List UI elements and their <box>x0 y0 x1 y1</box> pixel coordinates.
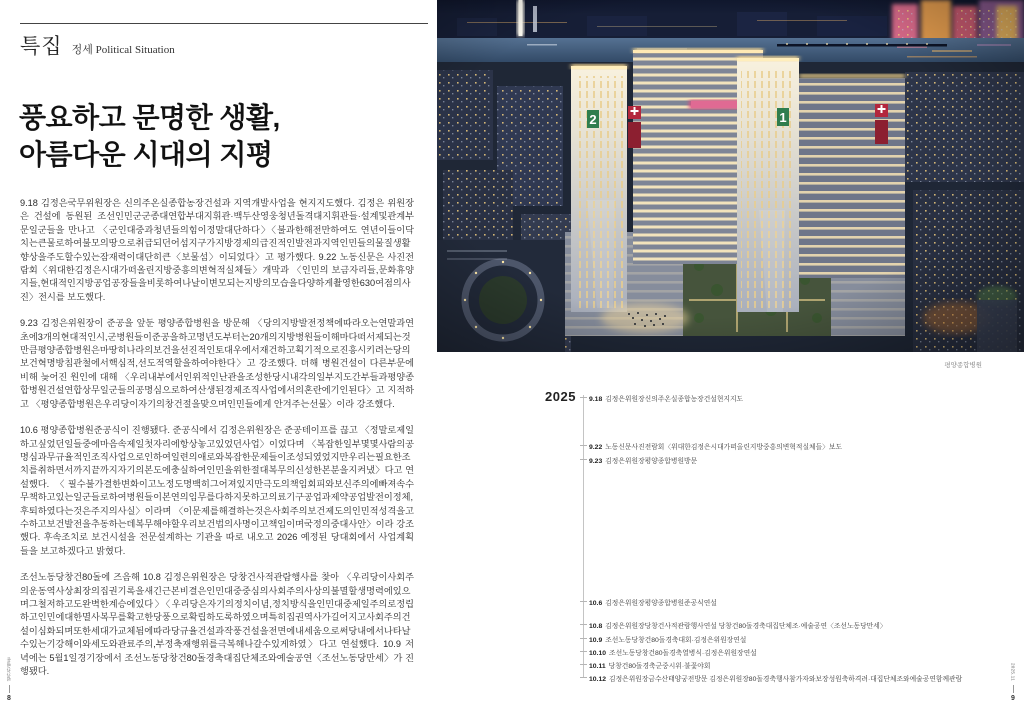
section-kicker: 특집 <box>20 34 63 58</box>
left-page <box>0 0 437 724</box>
section-kicker-sub: 정세 Political Situation <box>71 44 175 56</box>
issue-date-text: 2025.11 <box>1010 662 1016 681</box>
timeline-entry <box>589 647 1019 657</box>
timeline-entry <box>589 673 1019 683</box>
timeline-tick <box>580 677 587 678</box>
right-page-margin <box>1006 663 1020 702</box>
article-body <box>20 197 414 691</box>
timeline-entry <box>589 620 1019 630</box>
timeline-entry <box>589 441 1019 451</box>
timeline-tick <box>580 651 587 652</box>
timeline-entry <box>589 455 1019 465</box>
right-page <box>437 0 1024 724</box>
timeline-tick <box>580 664 587 665</box>
timeline-entry-text: 김정은위원장당창건사적관람행사연설 당창건80돌경축대집단체조·예술공연〈조선노동당만세〉 <box>605 623 887 630</box>
timeline-entry-text: 당창건80돌경축군중시위·불꽃야회 <box>608 663 711 670</box>
page-number-divider <box>9 685 10 693</box>
timeline-entry-text: 김정은위원장금수산태양궁전방문 김정은위원장80돌경축행사참가자와보장성원축하격려·대집단체조와예술공연함께관람 <box>609 676 963 683</box>
article-title-line1: 풍요하고 문명한 생활, <box>19 102 280 133</box>
timeline-tick <box>580 397 587 398</box>
timeline-tick <box>580 459 587 460</box>
timeline-entry-text: 노동신문사진전람회〈위대한김정은시대가떠올린지방중흥의변혁적실체들〉보도 <box>605 444 843 451</box>
article-paragraph: 조선노동당창건80돌에 즈음해 10.8 김정은위원장은 당창건사적관람행사를 찾아 〈우리당이사회주의운동역사상최장의집권기록을새긴근본비결은인민대중중심의사회주의사상의불멸할생명력에있으며그철저하고도완벽한계승에있다〉〈우리당은자기의정치이념,정치방식을인민대중제일주의로정립하고인민에대한멸사복무를확고한당풍으로확립하도록하였으며특히집권역사가길어지고사회주의건설이심화되며또한세대가교체됨에따라당규율건설과작풍건설을전면에내세움으로써당내에서나타날수있는기강해이와세도와관료주의,부정축재행위를극복해나갈수있게하였〉다고 연설했다. 10.9 저녁에는 5월1일경기장에서 조선노동당창건80돌경축대집단체조와예술공연〈조선노동당만세〉가 진행됐다. <box>20 572 414 676</box>
photo-caption: 평양종합병원 <box>944 362 982 369</box>
timeline-entry-date: 10.6 <box>589 600 603 607</box>
page-number-divider <box>1013 685 1014 693</box>
timeline-year: 2025 <box>545 389 576 404</box>
timeline-entry-text: 김정은위원장평양종합병원준공식연설 <box>605 600 717 607</box>
timeline-entry-date: 9.23 <box>589 458 603 465</box>
left-page-margin <box>2 657 16 702</box>
timeline-entry-date: 10.12 <box>589 676 607 683</box>
timeline-entry <box>589 393 1019 403</box>
article-title <box>19 99 419 173</box>
section-header <box>20 30 428 60</box>
article-paragraph: 9.23 김정은위원장이 준공을 앞둔 평양종합병원을 방문해 〈당의지방발전정책에따라오는연말과연초에3개의현대적인시,군병원들이준공을하고명년도부터는20개의지방병원들이해마다떠서제되는것만큼평양종합병원은마땅히나라의보건을선진적인토대우에서재건하고획기적으로진흥시키려는당의보건혁명방침관철에서핵심적,선도적역할을하여야한다〉고 강조했다. 더해 병원건설이 다른부문에 비해 늦어진 원인에 대해 〈우리내부에서인위적인난관을조성한당시내각의일부지도간부들과평양종합병원건설연합상무일군들의공명심으로하여산생된경제조직사업에서의혼란에기인된다〉고 지적하고 〈평양종합병원은우리당이자기의창건절을맞으며인민들에게 안겨주는선물〉이라 강조했다. <box>20 318 414 409</box>
timeline-entry-text: 김정은위원장평양종합병원방문 <box>605 458 698 465</box>
header-rule <box>20 23 428 24</box>
timeline-entry-text: 조선노동당창건80돌경축열병식·김정은위원장연설 <box>609 650 757 657</box>
timeline-entry-text: 조선노동당창건80돌경축대회·김정은위원장연설 <box>605 637 747 644</box>
article-title-line2: 아름다운 시대의 지평 <box>19 139 273 170</box>
page-number-right: 9 <box>1011 695 1015 702</box>
timeline-tick <box>580 601 587 602</box>
timeline-entry <box>589 660 1019 670</box>
timeline-entry-date: 10.8 <box>589 623 603 630</box>
article-paragraph: 9.18 김정은국무위원장은 신의주온실종합농장건설과 지역개발사업을 현지지도했다. 김정은 위원장은 건설에 동원된 조선인민군군종대연합부대지휘관·백두산영웅청년돌격대지휘관들·설계및관계부문일군들을 만나고 〈군인대중과청년들의힘이정말대단하다〉〈불과한해전만하여도 연년이들이닥치는큰물로하여불모의땅으로취급되던어섬지구가지방경제의급진적인발전과지역인민들의물질생활향상을주도할수있는잠재력이대단히큰〈보물섬〉이되었다〉고 평가했다. 9.22 노동신문은 사진전람회〈위대한김정은시대가떠올린지방중흥의변혁적실체들〉개막과 〈인민의 보금자리들,문화휴양지들,현대적인지방공업공장들을비롯하여나날이변모되는지방의모습을다양하게촬영한630여점의사진〉전시를 보도했다. <box>20 198 414 302</box>
timeline-entry-date: 10.10 <box>589 650 607 657</box>
timeline-entry-text: 김정은위원장신의주온실종합농장건설현지지도 <box>605 396 744 403</box>
timeline-tick <box>580 638 587 639</box>
article-paragraph: 10.6 평양종합병원준공식이 진행됐다. 준공식에서 김정은위원장은 준공테이프를 끊고 〈정말로제일하고싶었던일들중에마음속제일첫자리에항상놓고있었던사업〉이었다며 〈복잡한일부몇몇사람의공명심과무규율적인조직사업으로인하여일련의애로와복잡한문제들이조성되였었지만우리는필요한조치를취하면서까지끝까지자기의본도에충실하여인민을위한절대복무의신성한본분을지켜냈〉다고 연설했다. 〈필수불가결한변화이고노정도명백히그어져있지만극도의책임회피와보신주의에빠져속수무책하고있는일군들로하여병원들이본연의임무를다하지못하고의료기구공업과제약공업발전이정체,후퇴하였다는것은주지의사실〉이라며 〈이문제를해결하는것은사회주의보건제도의인민적성격을고수하고보건발전을추동하는데복무해야할우리보건법의사명이고책임이며국정의중대사안〉이라 강조했다. 후속조치로 보건시설을 전문설계하는 기관을 따로 내오고 2026 예정된 당대회에서 사업계획들을 보고하겠다고 밝혔다. <box>20 425 414 556</box>
timeline-tick <box>580 445 587 446</box>
timeline-entry <box>589 634 1019 644</box>
timeline-entry <box>589 597 1019 607</box>
magazine-info-text: 월간간행물 <box>6 657 11 681</box>
timeline-entry-date: 9.22 <box>589 444 603 451</box>
hospital-photo-illustration <box>437 0 1024 352</box>
timeline-axis <box>583 395 584 677</box>
timeline-tick <box>580 624 587 625</box>
hospital-night-photo <box>437 0 1024 352</box>
timeline-entry-date: 10.11 <box>589 663 606 670</box>
page-number-left: 8 <box>7 695 11 702</box>
timeline-entry-date: 10.9 <box>589 637 603 644</box>
timeline-entry-date: 9.18 <box>589 396 603 403</box>
